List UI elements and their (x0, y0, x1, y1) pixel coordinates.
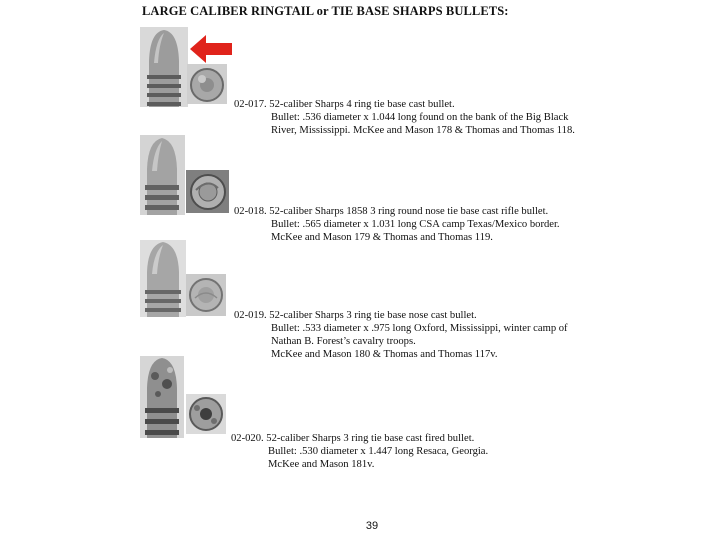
bullet-side-photo-02-020 (140, 356, 184, 438)
bullet-side-photo-02-017 (140, 27, 188, 107)
page-number: 39 (365, 520, 379, 532)
entry-detail: River, Mississippi. McKee and Mason 178 & Thomas and Thomas 118. (271, 125, 575, 136)
entry-heading: 02-020. 52-caliber Sharps 3 ring tie base cast fired bullet. (231, 433, 475, 444)
bullet-base-photo-02-019 (186, 274, 226, 316)
entry-detail: Bullet: .536 diameter x 1.044 long found on the bank of the Big Black (271, 112, 569, 123)
bullet-base-photo-02-020 (186, 394, 226, 434)
bullet-side-photo-02-019 (140, 240, 186, 317)
bullet-side-photo-02-018 (140, 135, 185, 215)
entry-heading: 02-019. 52-caliber Sharps 3 ring tie base nose cast bullet. (234, 310, 477, 321)
entry-detail: Nathan B. Forest’s cavalry troops. (271, 336, 416, 347)
bullet-base-photo-02-017 (187, 64, 227, 104)
entry-detail: Bullet: .530 diameter x 1.447 long Resaca, Georgia. (268, 446, 489, 457)
page-title: LARGE CALIBER RINGTAIL or TIE BASE SHARPS BULLETS: (142, 4, 509, 18)
entry-02-017 (234, 98, 575, 137)
entry-detail: McKee and Mason 179 & Thomas and Thomas 119. (271, 232, 493, 243)
entry-02-018 (234, 205, 560, 244)
entry-detail: McKee and Mason 180 & Thomas and Thomas 117v. (271, 349, 498, 360)
entry-02-020 (231, 432, 488, 471)
entry-heading: 02-018. 52-caliber Sharps 1858 3 ring round nose tie base cast rifle bullet. (234, 206, 549, 217)
entry-02-019 (234, 309, 568, 361)
entry-detail: Bullet: .533 diameter x .975 long Oxford, Mississippi, winter camp of (271, 323, 568, 334)
bullet-base-photo-02-018 (186, 170, 229, 213)
entry-detail: Bullet: .565 diameter x 1.031 long CSA camp Texas/Mexico border. (271, 219, 560, 230)
entry-heading: 02-017. 52-caliber Sharps 4 ring tie base cast bullet. (234, 99, 455, 110)
red-arrow-icon (190, 35, 232, 63)
entry-detail: McKee and Mason 181v. (268, 459, 375, 470)
